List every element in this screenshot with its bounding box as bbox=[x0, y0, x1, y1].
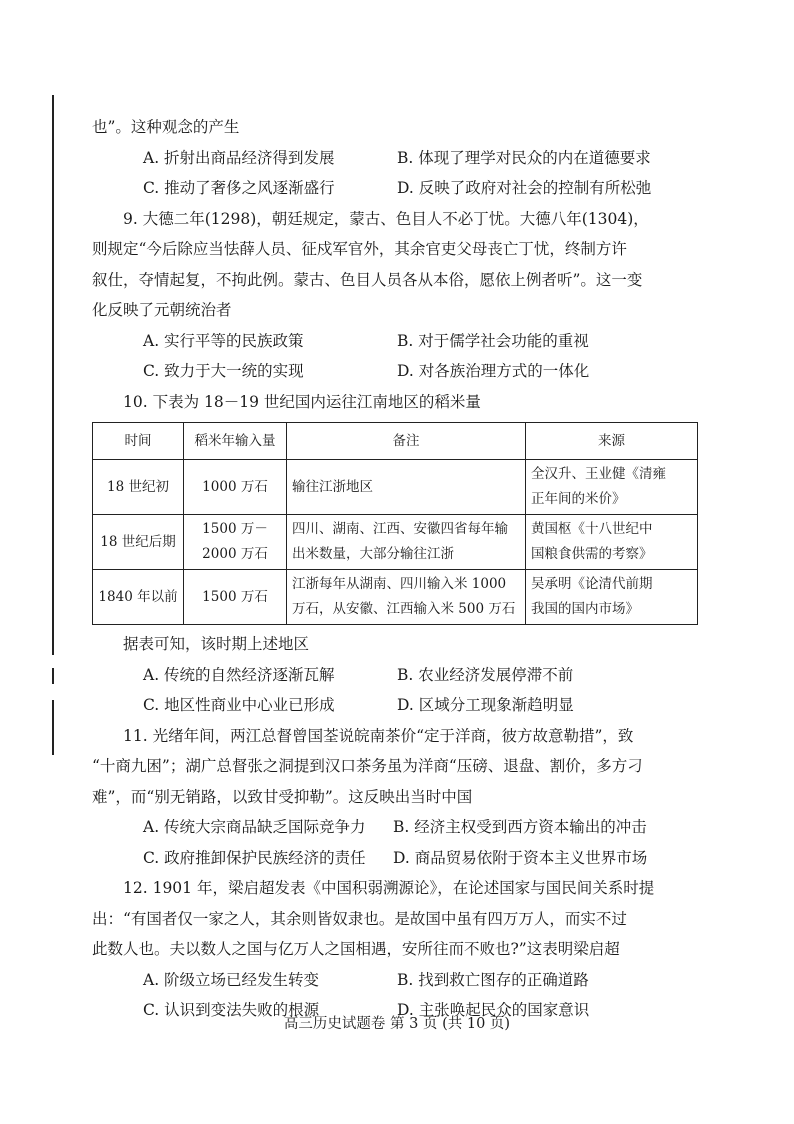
q10-option-d[interactable]: D. 区域分工现象渐趋明显 bbox=[397, 696, 574, 714]
q9-stem-line: 化反映了元朝统治者 bbox=[92, 301, 232, 319]
q11-stem-line: “十商九困”；湖广总督张之洞提到汉口茶务虽为洋商“压磅、退盘、割价，多方刁 bbox=[92, 757, 643, 775]
q11-option-d[interactable]: D. 商品贸易依附于资本主义世界市场 bbox=[393, 848, 648, 867]
cell-line: 1000 万石 bbox=[202, 478, 268, 495]
table-cell-amount bbox=[184, 515, 287, 570]
q9-stem-line: 叙仕，夺情起复，不拘此例。蒙古、色目人员各从本俗，愿依上例者听”。这一变 bbox=[92, 270, 643, 289]
q11-options-row-1 bbox=[92, 812, 696, 843]
q11-options-row-2 bbox=[92, 843, 696, 874]
binding-margin-line bbox=[52, 95, 54, 655]
q9-options-row-2 bbox=[92, 356, 696, 387]
table-cell-amount bbox=[184, 570, 287, 625]
q8-options-row-2 bbox=[92, 173, 696, 204]
page-footer: 高三历史试题卷 第 3 页 (共 10 页) bbox=[283, 1016, 511, 1032]
q10-option-b[interactable]: B. 农业经济发展停滞不前 bbox=[397, 665, 574, 684]
q12-option-a[interactable]: A. 阶级立场已经发生转变 bbox=[143, 970, 320, 989]
q10-option-a[interactable]: A. 传统的自然经济逐渐瓦解 bbox=[143, 665, 335, 684]
cell-line: 1500 万－ bbox=[202, 521, 268, 537]
q12-stem-line: 此数人也。夫以数人之国与亿万人之国相遇，安所往而不败也?”这表明梁启超 bbox=[92, 940, 620, 958]
table-header-amount: 稻米年输入量 bbox=[184, 423, 287, 460]
table-row bbox=[93, 460, 698, 515]
q8-stem-tail: 也”。这种观念的产生 bbox=[92, 118, 240, 136]
cell-line: 2000 万石 bbox=[202, 546, 268, 562]
q9-option-c[interactable]: C. 致力于大一统的实现 bbox=[143, 362, 304, 380]
table-cell-time: 1840 年以前 bbox=[93, 570, 184, 625]
q11-option-b[interactable]: B. 经济主权受到西方资本输出的冲击 bbox=[393, 818, 647, 836]
cell-line: 出米数量，大部分输往江浙 bbox=[292, 546, 454, 562]
table-cell-time: 18 世纪后期 bbox=[93, 515, 184, 570]
q11-stem-line: 11. 光绪年间，两江总督曾国荃说皖南茶价“定于洋商，彼方故意勒措”，致 bbox=[123, 726, 634, 745]
table-cell-note bbox=[287, 460, 526, 515]
table-header-source: 来源 bbox=[526, 423, 698, 460]
q8-option-b[interactable]: B. 体现了理学对民众的内在道德要求 bbox=[397, 148, 651, 167]
q8-option-d[interactable]: D. 反映了政府对社会的控制有所松弛 bbox=[397, 179, 652, 197]
cell-line: 我国的国内市场》 bbox=[531, 601, 639, 617]
q9-option-a[interactable]: A. 实行平等的民族政策 bbox=[143, 331, 304, 350]
q10-stem: 10. 下表为 18－19 世纪国内运往江南地区的稻米量 bbox=[123, 392, 481, 411]
q9-stem-line: 9. 大德二年(1298)，朝廷规定，蒙古、色目人不必丁忧。大德八年(1304)， bbox=[123, 209, 649, 228]
table-header-row bbox=[93, 423, 698, 460]
q9-option-d[interactable]: D. 对各族治理方式的一体化 bbox=[397, 362, 590, 380]
q12-options-row-1 bbox=[92, 965, 696, 996]
cell-line: 吴承明《论清代前期 bbox=[531, 576, 653, 592]
q8-options-row-1 bbox=[92, 143, 696, 174]
table-cell-time: 18 世纪初 bbox=[93, 460, 184, 515]
cell-line: 江浙每年从湖南、四川输入米 1000 bbox=[292, 576, 507, 592]
table-cell-source bbox=[526, 515, 698, 570]
q12-option-b[interactable]: B. 找到救亡图存的正确道路 bbox=[397, 970, 589, 989]
q10-options-row-1 bbox=[92, 660, 696, 691]
q12-stem-line: 12. 1901 年，梁启超发表《中国积弱溯源论》，在论述国家与国民间关系时提 bbox=[123, 879, 655, 897]
rice-import-table bbox=[92, 422, 698, 625]
cell-line: 黄国枢《十八世纪中 bbox=[531, 521, 653, 537]
table-cell-note bbox=[287, 515, 526, 570]
q8-option-a[interactable]: A. 折射出商品经济得到发展 bbox=[143, 148, 335, 167]
cell-line: 国粮食供需的考察》 bbox=[531, 546, 653, 562]
q11-stem-line: 难”，而“别无销路，以致甘受抑勒”。这反映出当时中国 bbox=[92, 787, 473, 806]
q11-option-a[interactable]: A. 传统大宗商品缺乏国际竞争力 bbox=[143, 818, 366, 836]
cell-line: 输往江浙地区 bbox=[292, 478, 373, 495]
q9-stem-line: 则规定“今后除应当怯薛人员、征戍军官外，其余官吏父母丧亡丁忧，终制方许 bbox=[92, 240, 627, 258]
table-cell-source bbox=[526, 460, 698, 515]
cell-line: 正年间的米价》 bbox=[531, 491, 626, 507]
q12-stem-line: 出：“有国者仅一家之人，其余则皆奴隶也。是故国中虽有四万万人，而实不过 bbox=[92, 909, 627, 928]
q11-option-c[interactable]: C. 政府推卸保护民族经济的责任 bbox=[143, 848, 366, 867]
q12-option-c[interactable]: C. 认识到变法失败的根源 bbox=[143, 1001, 320, 1019]
binding-margin-line bbox=[52, 668, 54, 684]
q8-option-c[interactable]: C. 推动了奢侈之风逐渐盛行 bbox=[143, 179, 335, 197]
cell-line: 四川、湖南、江西、安徽四省每年输 bbox=[292, 521, 508, 537]
cell-line: 全汉升、王业健《清雍 bbox=[531, 466, 666, 482]
table-row bbox=[93, 515, 698, 570]
q10-options-row-2 bbox=[92, 690, 696, 721]
table-row bbox=[93, 570, 698, 625]
table-cell-note bbox=[287, 570, 526, 625]
q10-after-table: 据表可知，该时期上述地区 bbox=[123, 635, 310, 653]
q9-option-b[interactable]: B. 对于儒学社会功能的重视 bbox=[397, 331, 589, 350]
q12-option-d[interactable]: D. 主张唤起民众的国家意识 bbox=[397, 1001, 590, 1019]
cell-line: 1500 万石 bbox=[202, 588, 268, 605]
table-header-time: 时间 bbox=[93, 423, 184, 460]
cell-line: 万石，从安徽、江西输入米 500 万石 bbox=[292, 601, 516, 617]
table-header-note: 备注 bbox=[287, 423, 526, 460]
table-cell-source bbox=[526, 570, 698, 625]
question-content bbox=[92, 112, 696, 1026]
table-cell-amount bbox=[184, 460, 287, 515]
q9-options-row-1 bbox=[92, 326, 696, 357]
q10-option-c[interactable]: C. 地区性商业中心业已形成 bbox=[143, 696, 335, 714]
binding-margin-line bbox=[52, 700, 54, 755]
